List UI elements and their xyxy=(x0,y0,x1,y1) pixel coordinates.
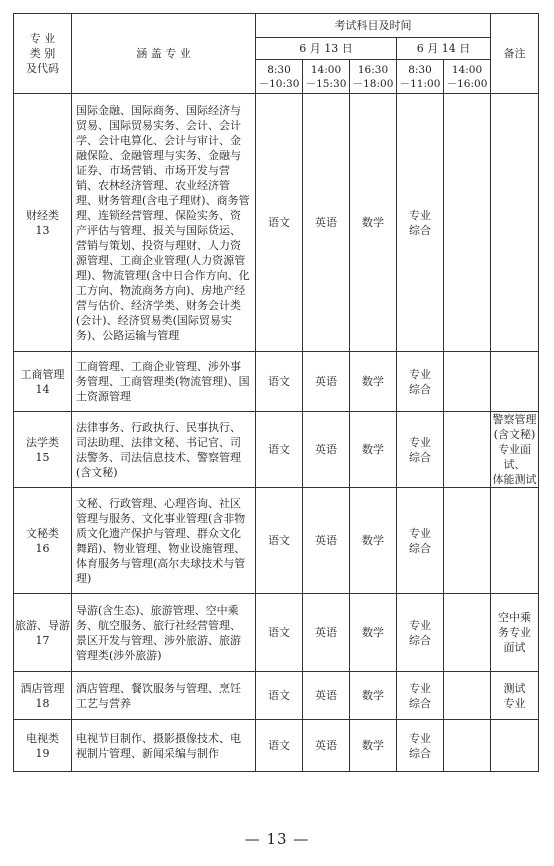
category-cell xyxy=(14,94,72,352)
category-code: 19 xyxy=(35,746,50,760)
subject-empty xyxy=(444,720,491,772)
note-column-label: 备注 xyxy=(503,47,526,60)
category-name: 财经类 xyxy=(26,208,59,222)
day1-label: 6 月 13 日 xyxy=(299,42,353,55)
category-cell xyxy=(14,594,72,672)
subject-empty xyxy=(444,94,491,352)
table-row xyxy=(14,720,539,772)
category-code: 15 xyxy=(35,450,50,464)
majors-cell: 法律事务、行政执行、民事执行、司法助理、法律文秘、书记官、司法警务、司法信息技术、警察管理(含文秘) xyxy=(72,412,256,488)
subject-professional: 专业 综合 xyxy=(397,594,444,672)
time-slot-4-label: 8:30 －11:00 xyxy=(399,63,441,90)
subject-chinese: 语文 xyxy=(256,594,303,672)
exam-subjects-label: 考试科目及时间 xyxy=(334,19,412,32)
subject-chinese: 语文 xyxy=(256,720,303,772)
category-column-label: 专 业 类 别 及代码 xyxy=(26,32,59,75)
category-column-header xyxy=(14,14,72,94)
subject-math: 数学 xyxy=(350,720,397,772)
time-slot-2 xyxy=(303,60,350,94)
subject-english: 英语 xyxy=(303,488,350,594)
exam-subjects-header xyxy=(256,14,491,38)
subject-math: 数学 xyxy=(350,94,397,352)
subject-english: 英语 xyxy=(303,412,350,488)
note-cell: 测试 专业 xyxy=(491,672,539,720)
page-number: — 13 — xyxy=(244,830,310,848)
subject-english: 英语 xyxy=(303,352,350,412)
subject-empty xyxy=(444,672,491,720)
subject-math: 数学 xyxy=(350,352,397,412)
majors-cell: 工商管理、工商企业管理、涉外事务管理、工商管理类(物流管理)、国土资源管理 xyxy=(72,352,256,412)
day2-header xyxy=(397,38,491,60)
table-row xyxy=(14,352,539,412)
time-slot-1-label: 8:30 －10:30 xyxy=(258,63,300,90)
subject-english: 英语 xyxy=(303,720,350,772)
subject-math: 数学 xyxy=(350,594,397,672)
time-slot-1 xyxy=(256,60,303,94)
subject-chinese: 语文 xyxy=(256,412,303,488)
category-name: 工商管理 xyxy=(20,367,65,381)
subject-math: 数学 xyxy=(350,412,397,488)
subject-empty xyxy=(444,352,491,412)
note-cell xyxy=(491,720,539,772)
table-row xyxy=(14,672,539,720)
majors-column-label: 涵 盖 专 业 xyxy=(136,47,191,60)
time-slot-2-label: 14:00 －15:30 xyxy=(305,63,347,90)
majors-cell: 电视节目制作、摄影摄像技术、电视制片管理、新闻采编与制作 xyxy=(72,720,256,772)
table-row xyxy=(14,594,539,672)
majors-column-header xyxy=(72,14,256,94)
subject-professional: 专业 综合 xyxy=(397,412,444,488)
time-slot-3-label: 16:30 －18:00 xyxy=(352,63,394,90)
note-cell: 空中乘 务专业 面试 xyxy=(491,594,539,672)
subject-english: 英语 xyxy=(303,94,350,352)
table-row xyxy=(14,412,539,488)
time-slot-3 xyxy=(350,60,397,94)
category-cell xyxy=(14,352,72,412)
subject-empty xyxy=(444,412,491,488)
subject-chinese: 语文 xyxy=(256,488,303,594)
table-row xyxy=(14,488,539,594)
subject-professional: 专业 综合 xyxy=(397,94,444,352)
category-code: 17 xyxy=(35,633,50,647)
category-cell xyxy=(14,720,72,772)
majors-cell: 国际金融、国际商务、国际经济与贸易、国际贸易实务、会计、会计学、会计电算化、会计与审计、金融保险、金融管理与实务、金融与证券、市场营销、市场开发与营销、农林经济管理、农业经济管理、财务管理(含电子理财)、商务管理、连锁经营管理、保险实务、资产评估与管理、报关与国际货运、营销与策划、投资与理财、人力资源管理、工商企业管理(人力资源管理)、物流管理(含中日合作方向、化工方向、物流商务方向)、房地产经营与估价、经济学类、财务会计类(会计)、经济贸易类(国际贸易实务)、公路运输与管理 xyxy=(72,94,256,352)
time-slot-5-label: 14:00 －16:00 xyxy=(446,63,488,90)
time-slot-4 xyxy=(397,60,444,94)
category-code: 13 xyxy=(35,223,50,237)
subject-professional: 专业 综合 xyxy=(397,488,444,594)
majors-cell: 酒店管理、餐饮服务与管理、烹饪工艺与营养 xyxy=(72,672,256,720)
subject-empty xyxy=(444,488,491,594)
category-cell xyxy=(14,412,72,488)
category-cell xyxy=(14,672,72,720)
category-code: 14 xyxy=(35,382,50,396)
category-cell xyxy=(14,488,72,594)
subject-math: 数学 xyxy=(350,672,397,720)
subject-chinese: 语文 xyxy=(256,94,303,352)
table-row xyxy=(14,94,539,352)
category-name: 旅游、导游 xyxy=(15,618,70,632)
subject-chinese: 语文 xyxy=(256,672,303,720)
category-code: 16 xyxy=(35,541,50,555)
majors-cell: 导游(含生态)、旅游管理、空中乘务、航空服务、旅行社经营管理、景区开发与管理、涉外旅游、旅游管理类(涉外旅游) xyxy=(72,594,256,672)
majors-cell: 文秘、行政管理、心理咨询、社区管理与服务、文化事业管理(含非物质文化遗产保护与管理、群众文化舞蹈)、物业管理、物业设施管理、体育服务与管理(高尔夫球技术与管理) xyxy=(72,488,256,594)
note-cell: 警察管理 (含文秘) 专业面试、 体能测试 xyxy=(492,413,537,486)
category-name: 电视类 xyxy=(26,731,59,745)
time-slot-5 xyxy=(444,60,491,94)
category-name: 酒店管理 xyxy=(20,681,65,695)
day2-label: 6 月 14 日 xyxy=(416,42,471,55)
subject-english: 英语 xyxy=(303,594,350,672)
subject-professional: 专业 综合 xyxy=(397,352,444,412)
subject-professional: 专业 综合 xyxy=(397,672,444,720)
note-cell xyxy=(491,352,539,412)
category-code: 18 xyxy=(35,696,50,710)
category-name: 文秘类 xyxy=(26,526,59,540)
subject-math: 数学 xyxy=(350,488,397,594)
subject-professional: 专业 综合 xyxy=(397,720,444,772)
day1-header xyxy=(256,38,397,60)
subject-chinese: 语文 xyxy=(256,352,303,412)
note-cell xyxy=(491,488,539,594)
note-column-header xyxy=(491,14,539,94)
category-name: 法学类 xyxy=(26,435,59,449)
subject-english: 英语 xyxy=(303,672,350,720)
exam-schedule-table xyxy=(13,13,539,772)
subject-empty xyxy=(444,594,491,672)
note-cell xyxy=(491,94,539,352)
